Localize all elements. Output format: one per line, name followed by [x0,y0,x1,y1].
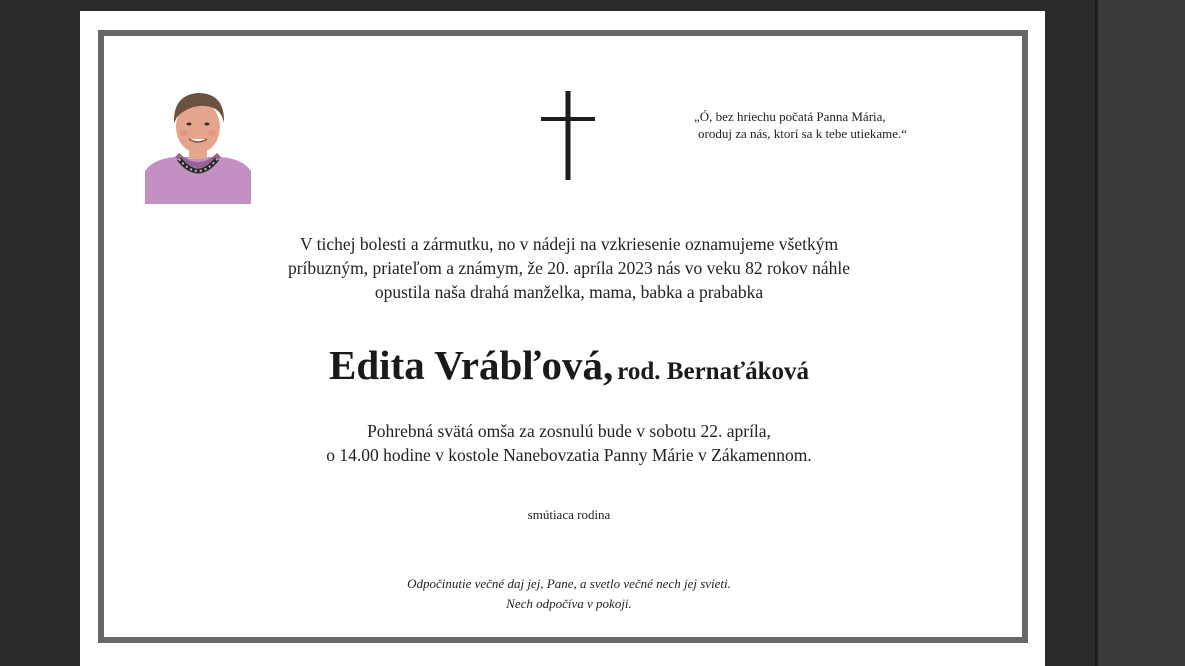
funeral-line: Pohrebná svätá omša za zosnulú bude v sobotu 22. apríla, [367,421,771,441]
announcement-line: opustila naša drahá manželka, mama, babka a prababka [374,282,764,302]
announcement-line: príbuzným, priateľom a známym, že 20. apríla 2023 nás vo veku 82 rokov náhle [287,258,851,278]
latin-cross-icon [541,91,595,180]
obituary-frame [98,30,1028,643]
funeral-details [104,419,1034,467]
viewer-side-panel [1098,0,1185,666]
prayer-quote [694,108,954,142]
prayer-line: oroduj za nás, ktorí sa k tebe utiekame.“ [698,126,908,141]
closing-line: Nech odpočíva v pokoji. [506,596,632,611]
prayer-line: „Ó, bez hriechu počatá Panna Mária, [694,109,886,124]
deceased-name: Edita Vrábľová, [329,342,614,388]
closing-line: Odpočinutie večné daj jej, Pane, a svetlo večné nech jej svieti. [407,576,731,591]
announcement-line: V tichej bolesti a zármutku, no v nádeji na vzkriesenie oznamujeme všetkým [299,234,839,254]
announcement-text [104,232,1034,304]
portrait-photo [145,87,251,204]
maiden-name: rod. Bernaťáková [617,358,809,385]
deceased-name-heading [104,341,1034,389]
closing-prayer [104,574,1034,614]
funeral-line: o 14.00 hodine v kostole Nanebovzatia Panny Márie v Zákamennom. [326,445,812,465]
document-page [80,11,1045,666]
family-signature: smútiaca rodina [527,507,611,522]
